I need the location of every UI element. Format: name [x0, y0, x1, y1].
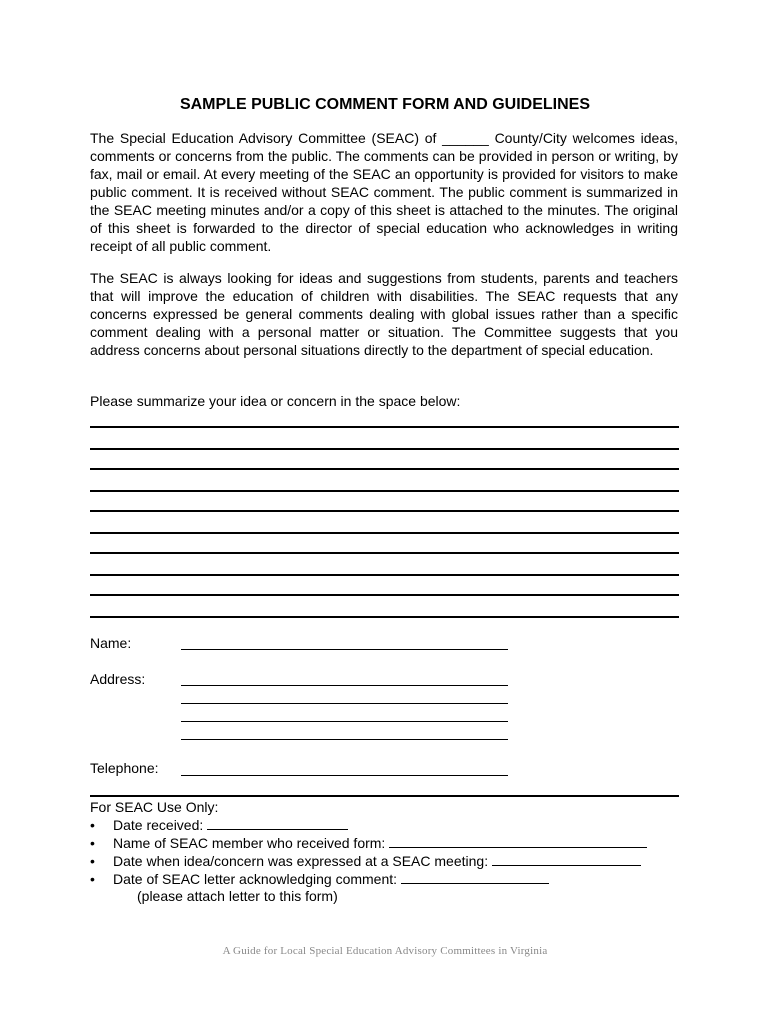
address-field-line-2[interactable] — [181, 703, 508, 704]
comment-line[interactable] — [90, 616, 679, 618]
comment-line[interactable] — [90, 468, 679, 470]
comment-line[interactable] — [90, 574, 679, 576]
comment-line[interactable] — [90, 510, 679, 512]
address-field-line-4[interactable] — [181, 739, 508, 740]
address-field-line-1[interactable] — [181, 685, 508, 686]
comment-prompt: Please summarize your idea or concern in the space below: — [90, 393, 461, 409]
comment-line[interactable] — [90, 426, 679, 428]
comment-line[interactable] — [90, 532, 679, 534]
name-label: Name: — [90, 635, 132, 651]
address-label: Address: — [90, 671, 146, 687]
page-title: SAMPLE PUBLIC COMMENT FORM AND GUIDELINES — [179, 96, 591, 113]
page-footer: A Guide for Local Special Education Advisory Committees in Virginia — [222, 945, 548, 957]
attach-note: (please attach letter to this form) — [137, 888, 338, 904]
office-use-heading: For SEAC Use Only: — [90, 799, 219, 815]
comment-line[interactable] — [90, 448, 679, 450]
telephone-field[interactable] — [181, 775, 508, 776]
section-divider — [90, 795, 679, 797]
office-use-item — [90, 834, 647, 852]
meeting-date-field[interactable] — [492, 852, 641, 866]
letter-date-label: Date of SEAC letter acknowledging comment: — [113, 871, 398, 887]
comment-line[interactable] — [90, 552, 679, 554]
bullet-icon: • — [90, 817, 95, 833]
bullet-icon: • — [90, 853, 95, 869]
bullet-icon: • — [90, 871, 95, 887]
bullet-icon: • — [90, 835, 95, 851]
guidelines-paragraph: The SEAC is always looking for ideas and suggestions from students, parents and teachers that will improve the education of children with disabilities. The SEAC requests that any concerns expressed be general comments dealing with global issues rather than a specific comment dealing with a personal matter or situation. The Committee suggests that you address concerns about personal situations directly to the department of special education. — [90, 270, 678, 358]
letter-date-field[interactable] — [401, 870, 549, 884]
intro-paragraph: The Special Education Advisory Committee (SEAC) of ______ County/City welcomes ideas, comments or concerns from the public. The comments can be provided in person or writing, by fax, mail or email. At every meeting of the SEAC an opportunity is provided for visitors to make public comment. It is received without SEAC comment. The public comment is summarized in the SEAC meeting minutes and/or a copy of this sheet is attached to the minutes. The original of this sheet is forwarded to the director of special education who acknowledges in writing receipt of all public comment. — [90, 130, 678, 254]
member-name-label: Name of SEAC member who received form: — [113, 835, 386, 851]
meeting-date-label: Date when idea/concern was expressed at a SEAC meeting: — [113, 853, 489, 869]
name-field[interactable] — [181, 649, 508, 650]
office-use-item — [90, 870, 549, 888]
comment-line[interactable] — [90, 490, 679, 492]
member-name-field[interactable] — [389, 834, 647, 848]
date-received-field[interactable] — [207, 816, 348, 830]
office-use-item — [90, 852, 641, 870]
office-use-item — [90, 816, 348, 834]
comment-line[interactable] — [90, 594, 679, 596]
date-received-label: Date received: — [113, 817, 204, 833]
telephone-label: Telephone: — [90, 760, 159, 776]
address-field-line-3[interactable] — [181, 721, 508, 722]
